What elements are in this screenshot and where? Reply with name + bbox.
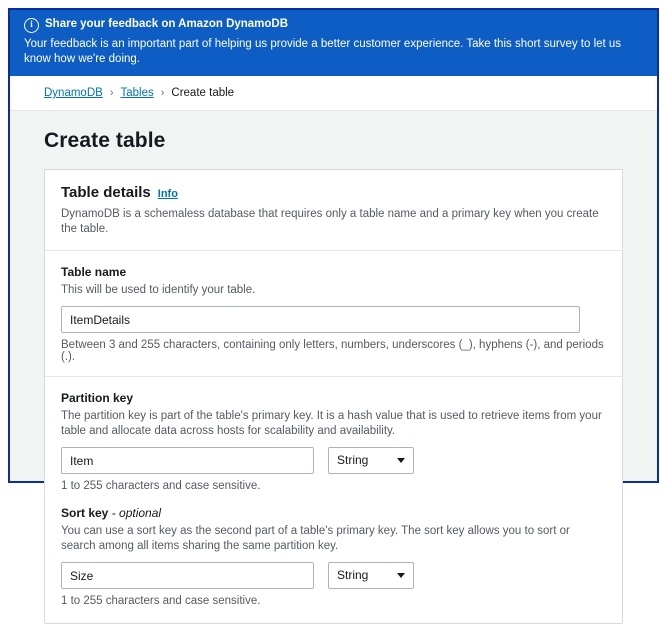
main-content [10, 129, 657, 624]
sort-key-hint: 1 to 255 characters and case sensitive. [61, 595, 261, 607]
feedback-banner-title: Share your feedback on Amazon DynamoDB [45, 18, 289, 30]
breadcrumb-item-tables[interactable]: Tables [120, 87, 154, 99]
partition-key-label: Partition key [61, 391, 134, 405]
breadcrumb-item-dynamodb[interactable]: DynamoDB [44, 87, 103, 99]
panel-description: DynamoDB is a schemaless database that requires only a table name and a primary key when you create the table. [61, 208, 599, 235]
panel-title: Table details [61, 184, 151, 201]
sort-key-type-value: String [337, 568, 369, 582]
breadcrumb-separator-icon: › [109, 87, 114, 99]
sort-key-optional-text: - optional [108, 506, 162, 520]
field-table-name [45, 251, 622, 363]
partition-key-type-value: String [337, 453, 369, 467]
breadcrumb-item-create-table: Create table [171, 87, 235, 99]
info-circle-icon: i [24, 18, 39, 33]
field-partition-key [45, 377, 622, 492]
breadcrumb-separator-icon: › [160, 87, 165, 99]
sort-key-label [61, 506, 606, 520]
page-title: Create table [44, 129, 166, 152]
table-name-description: This will be used to identify your table. [61, 284, 256, 296]
browser-viewport [8, 8, 659, 607]
sort-key-input[interactable] [61, 562, 314, 589]
table-name-input[interactable] [61, 306, 580, 333]
partition-key-hint: 1 to 255 characters and case sensitive. [61, 480, 261, 492]
chevron-down-icon [397, 573, 405, 578]
partition-key-type-select[interactable] [328, 447, 414, 474]
panel-header [45, 170, 622, 237]
feedback-banner-message: Your feedback is an important part of helping us provide a better customer experience. Take this short survey to let us know how we're doing. [24, 38, 622, 65]
table-name-label: Table name [61, 265, 127, 279]
table-name-hint: Between 3 and 255 characters, containing only letters, numbers, underscores (_), hyphens (-), and periods (.). [61, 339, 604, 363]
partition-key-input[interactable] [61, 447, 314, 474]
sort-key-type-select[interactable] [328, 562, 414, 589]
field-sort-key [45, 492, 622, 607]
sort-key-description: You can use a sort key as the second part of a table's primary key. The sort key allows you to sort or search among all items sharing the same partition key. [61, 525, 570, 552]
breadcrumb [10, 76, 657, 111]
chevron-down-icon [397, 458, 405, 463]
info-link[interactable]: Info [157, 188, 178, 200]
sort-key-label-text: Sort key [61, 506, 109, 520]
table-details-panel [44, 169, 623, 624]
feedback-banner [10, 10, 657, 76]
partition-key-description: The partition key is part of the table's primary key. It is a hash value that is used to retrieve items from your table and allocate data across hosts for scalability and availability. [61, 410, 602, 437]
